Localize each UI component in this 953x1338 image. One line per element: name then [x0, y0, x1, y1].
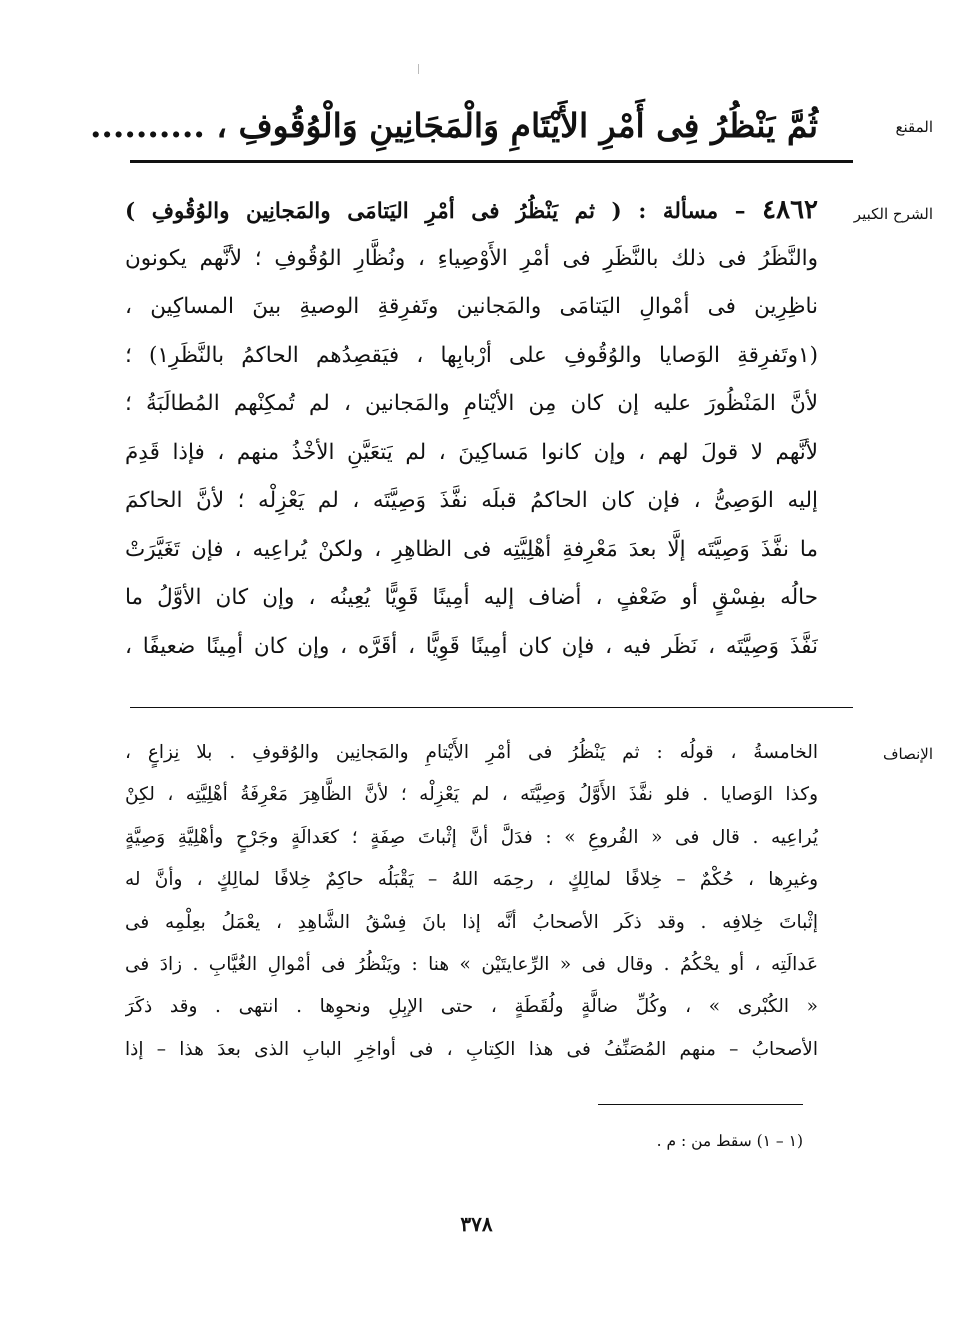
- section-divider-thick: [130, 160, 853, 163]
- sharh-line-heading: [125, 186, 818, 235]
- issue-heading: – مسألة : ( ثم يَنْظُرُ فى أمْرِ اليَتامَى والمَجانِين والوُقُوفِ ): [125, 199, 763, 224]
- sharh-line: لأنَّهم لا قولَ لهم ، وإن كانوا مَساكِينَ ، لم يَتعَيَّنِ الأخْذُ منهم ، فإذا قَدِمَ: [125, 439, 818, 465]
- insaf-text-block: [125, 732, 818, 1071]
- insaf-line: الخامسةُ ، قولُه : ثم يَنْظُرُ فى أمْرِ الأَيْتامِ والمَجانِين والوُقوفِ . بلا نِزاعٍ ،: [125, 742, 818, 763]
- muqni-label: المقنع: [895, 118, 933, 136]
- insaf-line: الأصحابُ – منهم المُصَنِّفُ فى هذا الكِتابِ ، فى أواخِرِ البابِ الذى بعدَ هذا – إذا: [125, 1038, 818, 1060]
- sharh-label: الشرح الكبير: [853, 205, 933, 223]
- insaf-line: إثْباتَ خِلافِه . وقد ذكَر الأصحابُ أنَّه إذا بانَ فِسْقُ الشَّاهِدِ ، يعْمَلُ بعِلْمِه فى: [125, 911, 818, 933]
- insaf-line: عَدالَتِه ، أو يحْكُمُ . وقال فى « الرِّعايتَيْن » هنا : ويَنْظُرُ فى أمْوالِ الغُيَّابِ . زادَ فى: [125, 953, 818, 975]
- page-number: ٣٧٨: [460, 1212, 493, 1236]
- insaf-label: الإنصاف: [882, 745, 933, 763]
- muqni-text: ثُمَّ يَنْظُرُ فِى أَمْرِ الأَيْتَامِ وَالْمَجَانِينِ وَالْوُقُوفِ ، ..........: [89, 106, 818, 145]
- insaf-line: يُراعِيه . قال فى « الفُروعِ » : فدَلَّ أنَّ إثْباتَ صِفَةٍ ؛ كعَدالَةٍ وجَرْحٍ وأهْلِيَّةِ وَصِيَّةٍ: [125, 826, 818, 848]
- sharh-line: نَفَّذَ وَصِيَّتَه ، نَظَر فيه ، فإن كان أمِينًا قَوِيًّا ، أقَرَّه ، وإن كان أمِينًا ضعيفًا ،: [125, 633, 818, 659]
- sharh-line: حالُه بفِسْقٍ أو ضَعْفٍ ، أضاف إليه أمِينًا قَوِيًّا يُعِينُه ، وإن كان الأوَّلُ ما: [125, 585, 818, 610]
- sharh-line: لأنَّ المَنْظُورَ عليه إن كان مِن الأيْتامِ والمَجانين ، لم تُمكِنْهم المُطالَبَةُ ؛: [125, 391, 818, 416]
- binding-mark: [418, 64, 425, 74]
- insaf-line: وغيرِها ، حُكْمٌ – خِلافًا لمالِكٍ ، رحِمَه اللهُ – يَقْبَلُه حاكِمٌ خِلافًا لمالِكٍ ، وأنَّ له: [125, 869, 818, 891]
- sharh-line: والنَّظَرُ فى ذلك بالنَّظَرِ فى أمْرِ الأَوْصِياءِ ، ونُظَّارِ الوُقُوفِ ؛ لأنَّهم يكونون: [125, 245, 818, 271]
- sharh-line: (١وتَفرِقةِ الوَصايا والوُقُوفِ على أرْبابِها ، فيَقصِدُهم الحاكمُ بالنَّظَرِ١) ؛: [125, 342, 818, 368]
- issue-number: ٤٨٦٢: [762, 195, 818, 225]
- sharh-line: ناظِرِين فى أمْوالِ اليَتامَى والمَجانين وتَفرِقةِ الوصيةِ بينَ المساكِين ،: [125, 294, 818, 319]
- insaf-line: « الكُبْرى » ، وكُلِّ ضالَّةٍ ولُقَطَةٍ ، حتى الإبِلِ ونحوِها . انتهى . وقد ذكَرَ: [125, 996, 818, 1018]
- sharh-line: ما نفَّذَ وَصِيَّتَه إلَّا بعدَ مَعْرِفةِ أهْلِيَّتِه فى الظاهِرِ ، ولكنْ يُراعِيه ، فإن تَغَيَّرَتْ: [125, 536, 818, 562]
- sharh-line: إليه الوَصِىُّ ، فإن كان الحاكمُ قبلَه نفَّذَ وَصِيَّتَه ، لم يَعْزِلْه ؛ لأنَّ الحاكمَ: [125, 488, 818, 513]
- sharh-text-block: [125, 186, 818, 671]
- section-divider-thin: [130, 707, 853, 708]
- footnote-divider: [598, 1104, 803, 1105]
- insaf-line: وكذا الوَصايا . فلو نفَّذَ الأَوَّلُ وَصِيَّتَه ، لم يَعْزِلْه ؛ لأنَّ الظَّاهِرَ مَعْرِفَةُ أهْلِيَّتِه ، لكِنْ: [125, 784, 818, 806]
- footnote: (١ – ١) سقط من : م .: [656, 1132, 803, 1150]
